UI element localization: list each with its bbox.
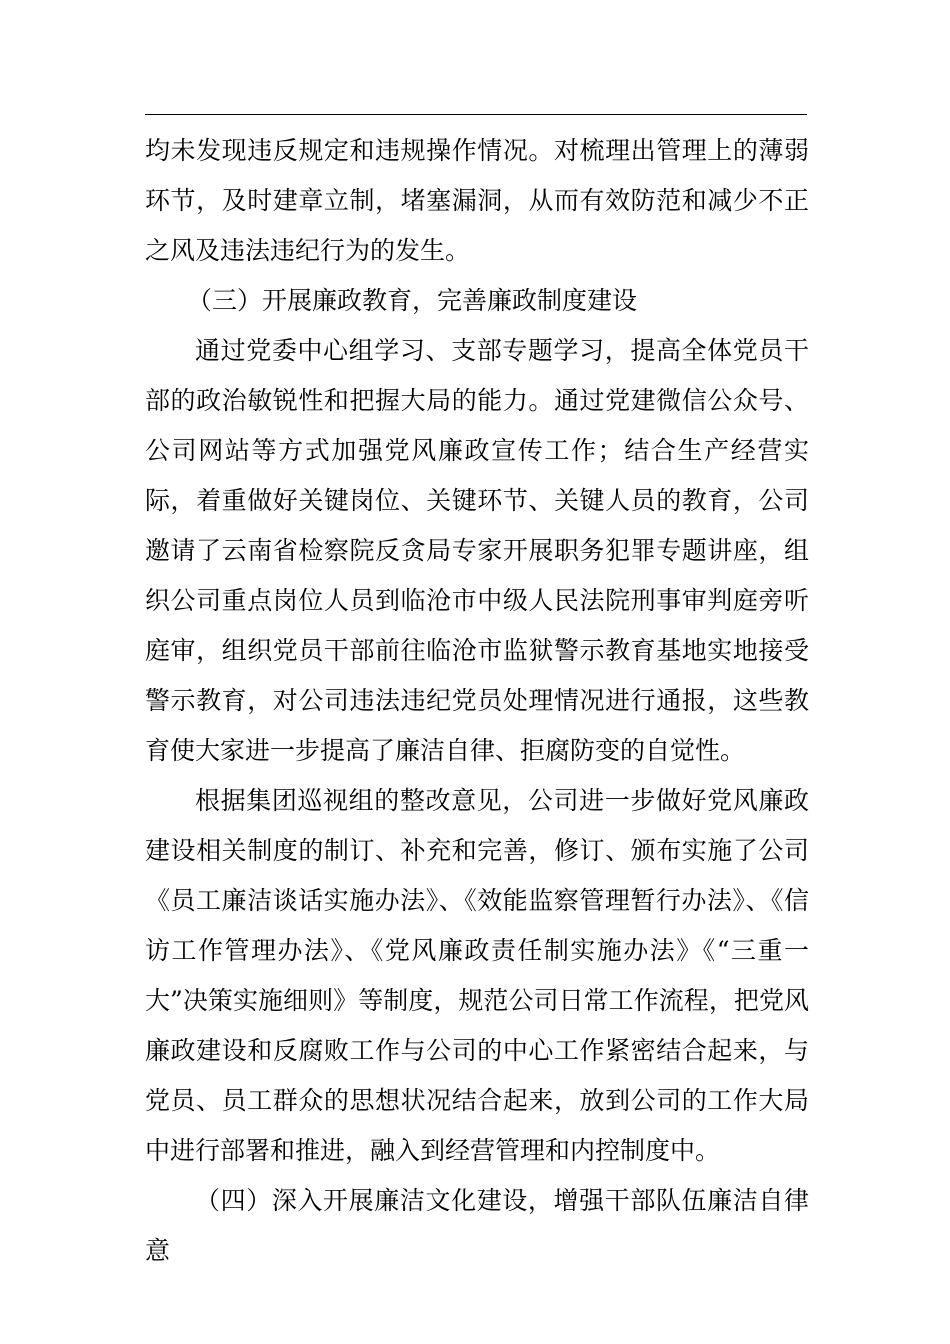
- document-body: [145, 126, 809, 1276]
- header-rule: [145, 114, 807, 115]
- paragraph-continuation: 均未发现违反规定和违规操作情况。对梳理出管理上的薄弱环节，及时建章立制，堵塞漏洞，从而有效防范和减少不正之风及违法违纪行为的发生。: [145, 136, 809, 265]
- section-heading-4: （四）深入开展廉洁文化建设，增强干部队伍廉洁自律意: [145, 1186, 809, 1265]
- section-heading-3: （三）开展廉政教育，完善廉政制度建设: [187, 286, 638, 315]
- paragraph-education: 通过党委中心组学习、支部专题学习，提高全体党员干部的政治敏锐性和把握大局的能力。通过党建微信公众号、公司网站等方式加强党风廉政宣传工作；结合生产经营实际，着重做好关键岗位、关键环节、关键人员的教育，公司邀请了云南省检察院反贪局专家开展职务犯罪专题讲座，组织公司重点岗位人员到临沧市中级人民法院刑事审判庭旁听庭审，组织党员干部前往临沧市监狱警示教育基地实地接受警示教育，对公司违法违纪党员处理情况进行通报，这些教育使大家进一步提高了廉洁自律、拒腐防变的自觉性。: [145, 336, 809, 765]
- paragraph-regulations: 根据集团巡视组的整改意见，公司进一步做好党风廉政建设相关制度的制订、补充和完善，修订、颁布实施了公司《员工廉洁谈话实施办法》、《效能监察管理暂行办法》、《信访工作管理办法》、《党风廉政责任制实施办法》《“三重一大”决策实施细则》等制度，规范公司日常工作流程，把党风廉政建设和反腐败工作与公司的中心工作紧密结合起来，与党员、员工群众的思想状况结合起来，放到公司的工作大局中进行部署和推进，融入到经营管理和内控制度中。: [145, 786, 809, 1165]
